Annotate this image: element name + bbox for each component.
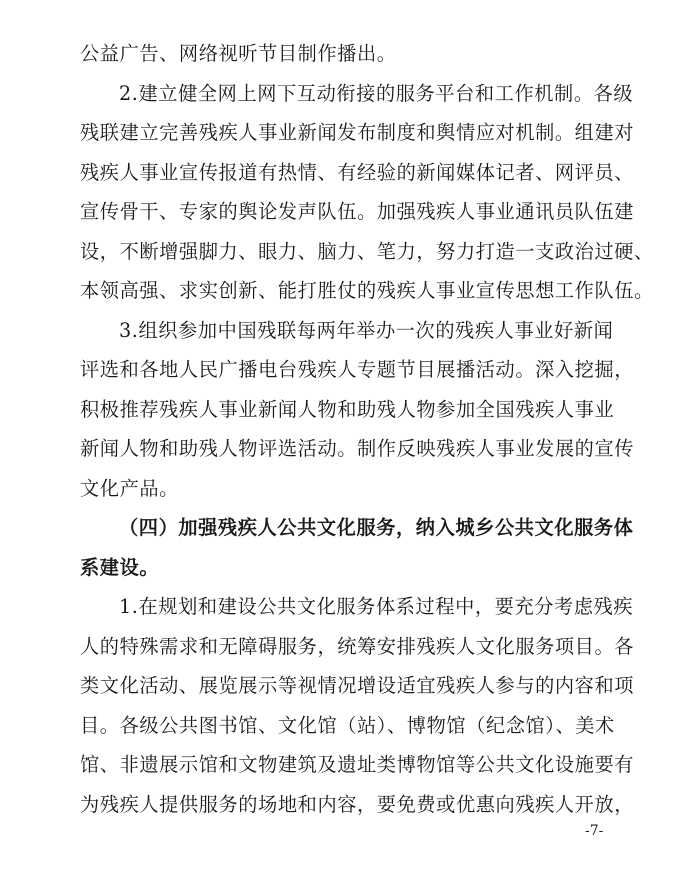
text-line: 人的特殊需求和无障碍服务，统筹安排残疾人文化服务项目。各 bbox=[80, 634, 635, 658]
page-number: -7- bbox=[585, 823, 604, 839]
text-line: 评选和各地人民广播电台残疾人专题节目展播活动。深入挖掘， bbox=[80, 358, 635, 381]
section-heading: 系建设。 bbox=[80, 555, 160, 579]
text-line: 残疾人事业宣传报道有热情、有经验的新闻媒体记者、网评员、 bbox=[80, 160, 635, 184]
text-line: 本领高强、求实创新、能打胜仗的残疾人事业宣传思想工作队伍。 bbox=[80, 279, 654, 302]
text-line: 2.建立健全网上网下互动衔接的服务平台和工作机制。各级 bbox=[119, 81, 634, 105]
text-line: 积极推荐残疾人事业新闻人物和助残人物参加全国残疾人事业 bbox=[80, 397, 615, 421]
text-line: 馆、非遗展示馆和文物建筑及遗址类博物馆等公共文化设施要有 bbox=[80, 753, 635, 776]
text-line: 目。各级公共图书馆、文化馆（站）、博物馆（纪念馆）、美术 bbox=[80, 713, 615, 737]
text-line: 文化产品。 bbox=[80, 476, 179, 500]
text-line: 3.组织参加中国残联每两年举办一次的残疾人事业好新闻 bbox=[119, 318, 614, 342]
text-line: 类文化活动、展览展示等视情况增设适宜残疾人参与的内容和项 bbox=[80, 674, 635, 697]
text-line: 新闻人物和助残人物评选活动。制作反映残疾人事业发展的宣传 bbox=[80, 437, 635, 460]
text-line: 1.在规划和建设公共文化服务体系过程中，要充分考虑残疾 bbox=[119, 595, 634, 618]
text-line: 公益广告、网络视听节目制作播出。 bbox=[80, 42, 397, 65]
text-line: 残联建立完善残疾人事业新闻发布制度和舆情应对机制。组建对 bbox=[80, 121, 635, 144]
section-heading: （四）加强残疾人公共文化服务，纳入城乡公共文化服务体 bbox=[119, 516, 634, 539]
text-line: 为残疾人提供服务的场地和内容，要免费或优惠向残疾人开放， bbox=[80, 792, 635, 816]
text-line: 宣传骨干、专家的舆论发声队伍。加强残疾人事业通讯员队伍建 bbox=[80, 200, 635, 223]
body-text bbox=[80, 34, 654, 824]
text-line: 设，不断增强脚力、眼力、脑力、笔力，努力打造一支政治过硬、 bbox=[80, 239, 654, 263]
